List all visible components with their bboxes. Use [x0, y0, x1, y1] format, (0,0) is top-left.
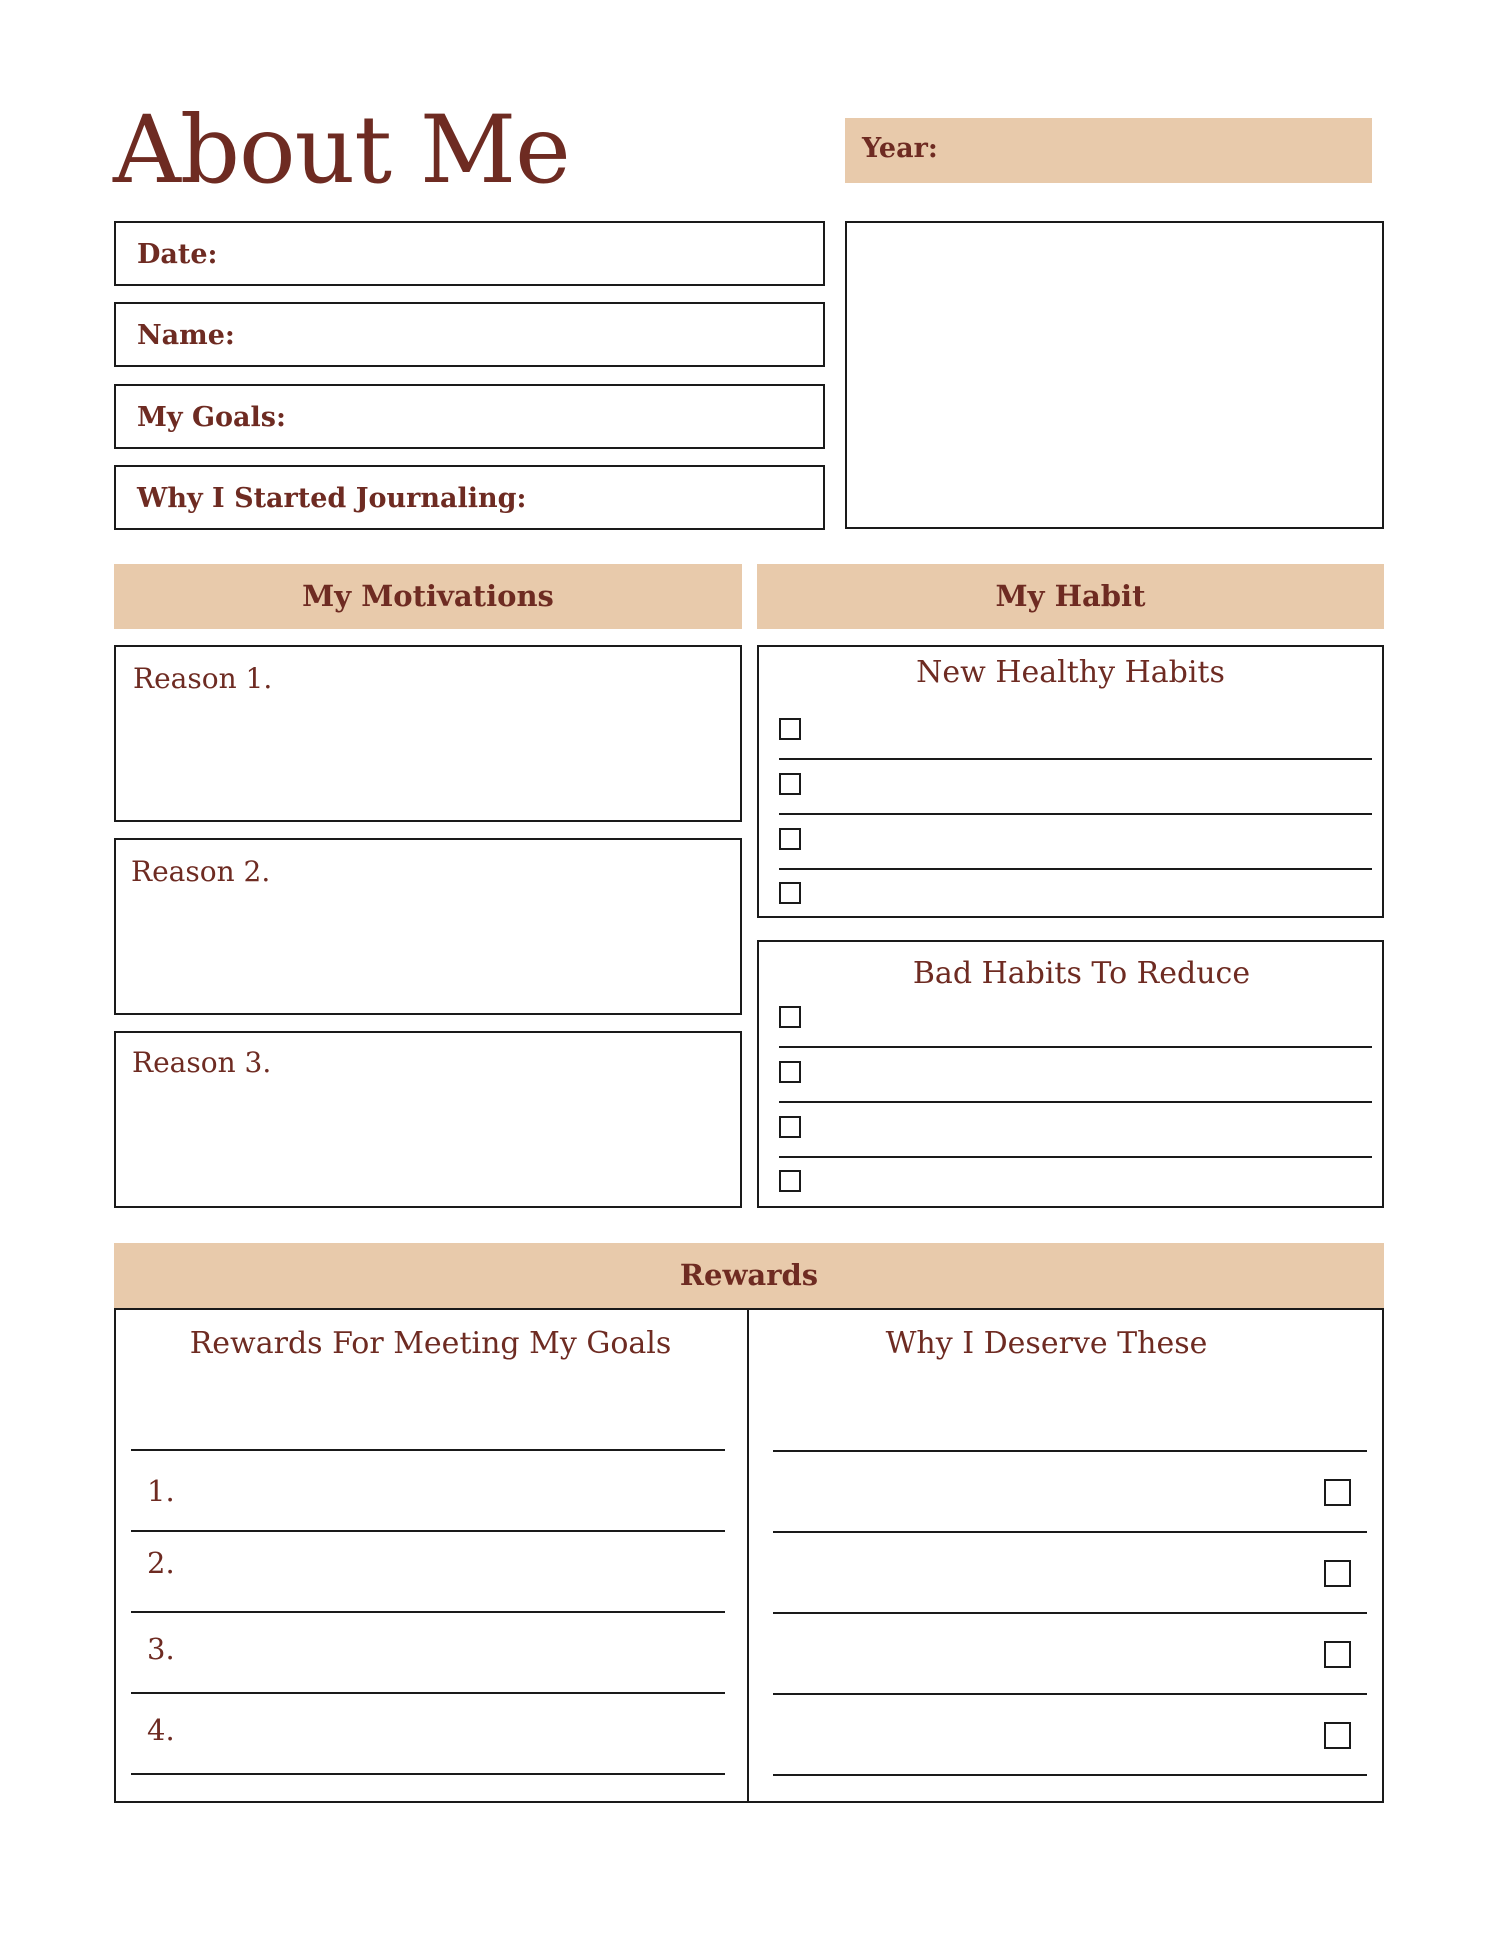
bad-habits-title: Bad Habits To Reduce	[912, 956, 1251, 991]
new-habit-checkbox-2[interactable]	[779, 773, 801, 795]
new-habit-line-2	[779, 813, 1372, 815]
reward-line-4	[131, 1773, 725, 1775]
reason-2-box[interactable]	[114, 838, 742, 1015]
reason-1-label: Reason 1.	[133, 662, 273, 695]
new-habit-line-1	[779, 758, 1372, 760]
journaling-reason-label: Why I Started Journaling:	[137, 483, 527, 514]
bad-habit-checkbox-3[interactable]	[779, 1116, 801, 1138]
habit-heading-text: My Habit	[995, 579, 1146, 613]
reason-2-label: Reason 2.	[131, 855, 271, 888]
reward-number-1: 1.	[147, 1474, 175, 1508]
deserve-line-3	[773, 1693, 1367, 1695]
reason-3-box[interactable]	[114, 1031, 742, 1208]
deserve-checkbox-2[interactable]	[1324, 1560, 1351, 1587]
new-habit-checkbox-1[interactable]	[779, 718, 801, 740]
rewards-heading	[114, 1243, 1384, 1308]
name-field[interactable]	[114, 302, 825, 367]
bad-habit-line-2	[779, 1101, 1372, 1103]
bad-habit-checkbox-4[interactable]	[779, 1170, 801, 1192]
deserve-checkbox-4[interactable]	[1324, 1722, 1351, 1749]
deserve-line-0	[773, 1450, 1367, 1452]
deserve-checkbox-1[interactable]	[1324, 1479, 1351, 1506]
photo-box[interactable]	[845, 221, 1384, 529]
reward-number-2: 2.	[147, 1546, 175, 1580]
year-field[interactable]	[845, 118, 1372, 183]
new-habit-line-3	[779, 868, 1372, 870]
reward-line-1	[131, 1530, 725, 1532]
bad-habit-line-3	[779, 1156, 1372, 1158]
rewards-divider	[747, 1308, 749, 1803]
bad-habit-checkbox-2[interactable]	[779, 1061, 801, 1083]
page-title: About Me	[113, 96, 570, 205]
reward-number-4: 4.	[147, 1713, 175, 1747]
rewards-right-title: Why I Deserve These	[885, 1326, 1208, 1361]
date-label: Date:	[137, 239, 218, 270]
rewards-left-title: Rewards For Meeting My Goals	[189, 1326, 672, 1361]
rewards-box	[114, 1308, 1384, 1803]
deserve-line-4	[773, 1774, 1367, 1776]
date-field[interactable]	[114, 221, 825, 286]
new-habits-title: New Healthy Habits	[916, 655, 1225, 690]
reason-1-box[interactable]	[114, 645, 742, 822]
rewards-heading-text: Rewards	[679, 1258, 819, 1292]
reward-line-2	[131, 1611, 725, 1613]
reward-number-3: 3.	[147, 1632, 175, 1666]
reason-3-label: Reason 3.	[132, 1046, 272, 1079]
year-label: Year:	[862, 133, 938, 164]
bad-habit-checkbox-1[interactable]	[779, 1006, 801, 1028]
name-label: Name:	[137, 320, 235, 351]
new-habit-checkbox-3[interactable]	[779, 828, 801, 850]
habit-heading	[757, 564, 1384, 629]
bad-habit-line-1	[779, 1046, 1372, 1048]
goals-field[interactable]	[114, 384, 825, 449]
motivations-heading-text: My Motivations	[302, 579, 554, 613]
deserve-line-1	[773, 1531, 1367, 1533]
motivations-heading	[114, 564, 742, 629]
goals-label: My Goals:	[137, 402, 286, 433]
journaling-reason-field[interactable]	[114, 465, 825, 530]
reward-line-3	[131, 1692, 725, 1694]
reward-line-0	[131, 1449, 725, 1451]
deserve-checkbox-3[interactable]	[1324, 1641, 1351, 1668]
deserve-line-2	[773, 1612, 1367, 1614]
new-habit-checkbox-4[interactable]	[779, 882, 801, 904]
